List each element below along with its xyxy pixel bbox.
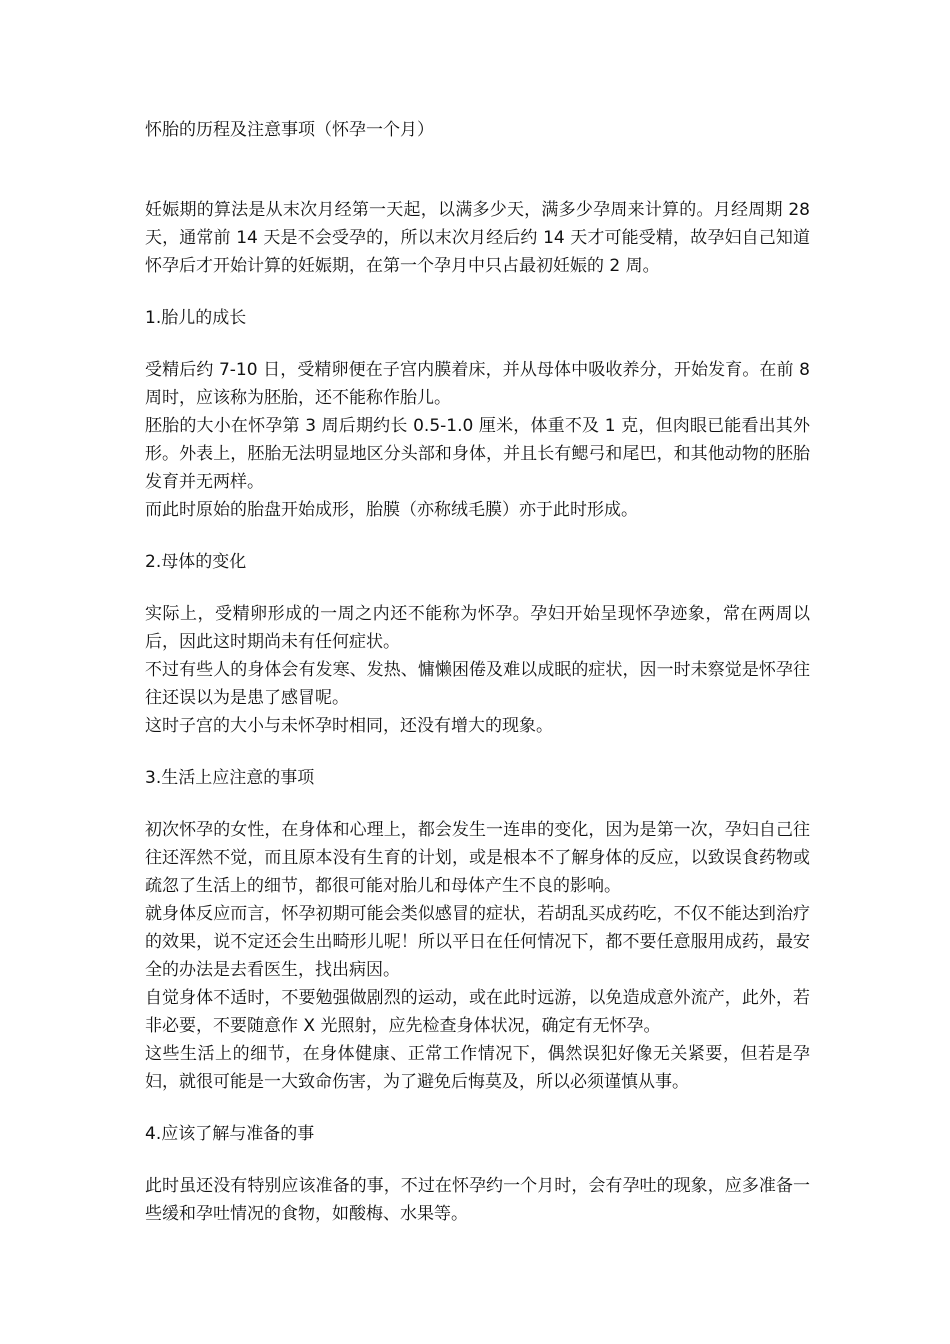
section-heading-preparations: 4.应该了解与准备的事 bbox=[145, 1124, 315, 1144]
section-2-paragraph-1: 实际上，受精卵形成的一周之内还不能称为怀孕。孕妇开始呈现怀孕迹象，常在两周以后，因此这时期尚未有任何症状。 bbox=[145, 604, 810, 652]
section-1-paragraph-2: 胚胎的大小在怀孕第 3 周后期约长 0.5-1.0 厘米，体重不及 1 克，但肉眼已能看出其外形。外表上，胚胎无法明显地区分头部和身体，并且长有鳃弓和尾巴，和其他动物的胚胎发育并无两样。 bbox=[145, 416, 810, 492]
section-2-paragraph-2: 不过有些人的身体会有发寒、发热、慵懒困倦及难以成眠的症状，因一时未察觉是怀孕往往还误以为是患了感冒呢。 bbox=[145, 660, 810, 708]
section-4-paragraph-1: 此时虽还没有特别应该准备的事，不过在怀孕约一个月时，会有孕吐的现象，应多准备一些缓和孕吐情况的食物，如酸梅、水果等。 bbox=[145, 1176, 810, 1224]
section-1-paragraph-1: 受精后约 7-10 日，受精卵便在子宫内膜着床，并从母体中吸收养分，开始发育。在前 8 周时，应该称为胚胎，还不能称作胎儿。 bbox=[145, 360, 810, 408]
document-title: 怀胎的历程及注意事项（怀孕一个月） bbox=[145, 120, 434, 140]
section-heading-maternal-changes: 2.母体的变化 bbox=[145, 552, 247, 572]
section-3-paragraph-3: 自觉身体不适时，不要勉强做剧烈的运动，或在此时远游，以免造成意外流产，此外，若非必要，不要随意作 X 光照射，应先检查身体状况，确定有无怀孕。 bbox=[145, 988, 810, 1036]
section-3-paragraph-1: 初次怀孕的女性，在身体和心理上，都会发生一连串的变化，因为是第一次，孕妇自己往往还浑然不觉，而且原本没有生育的计划，或是根本不了解身体的反应，以致误食药物或疏忽了生活上的细节，都很可能对胎儿和母体产生不良的影响。 bbox=[145, 820, 810, 896]
section-heading-daily-life-notes: 3.生活上应注意的事项 bbox=[145, 768, 315, 788]
section-3-paragraph-2: 就身体反应而言，怀孕初期可能会类似感冒的症状，若胡乱买成药吃，不仅不能达到治疗的效果，说不定还会生出畸形儿呢！所以平日在任何情况下，都不要任意服用成药，最安全的办法是去看医生，找出病因。 bbox=[145, 904, 810, 980]
intro-paragraph: 妊娠期的算法是从末次月经第一天起，以满多少天，满多少孕周来计算的。月经周期 28 天，通常前 14 天是不会受孕的，所以末次月经后约 14 天才可能受精，故孕妇自己知道怀孕后才开始计算的妊娠期，在第一个孕月中只占最初妊娠的 2 周。 bbox=[145, 200, 810, 276]
section-1-paragraph-3: 而此时原始的胎盘开始成形，胎膜（亦称绒毛膜）亦于此时形成。 bbox=[145, 500, 638, 520]
section-3-paragraph-4: 这些生活上的细节，在身体健康、正常工作情况下，偶然误犯好像无关紧要，但若是孕妇，就很可能是一大致命伤害，为了避免后悔莫及，所以必须谨慎从事。 bbox=[145, 1044, 810, 1092]
document-body bbox=[145, 116, 810, 1228]
section-heading-fetal-growth: 1.胎儿的成长 bbox=[145, 308, 247, 328]
section-2-paragraph-3: 这时子宫的大小与未怀孕时相同，还没有增大的现象。 bbox=[145, 716, 553, 736]
